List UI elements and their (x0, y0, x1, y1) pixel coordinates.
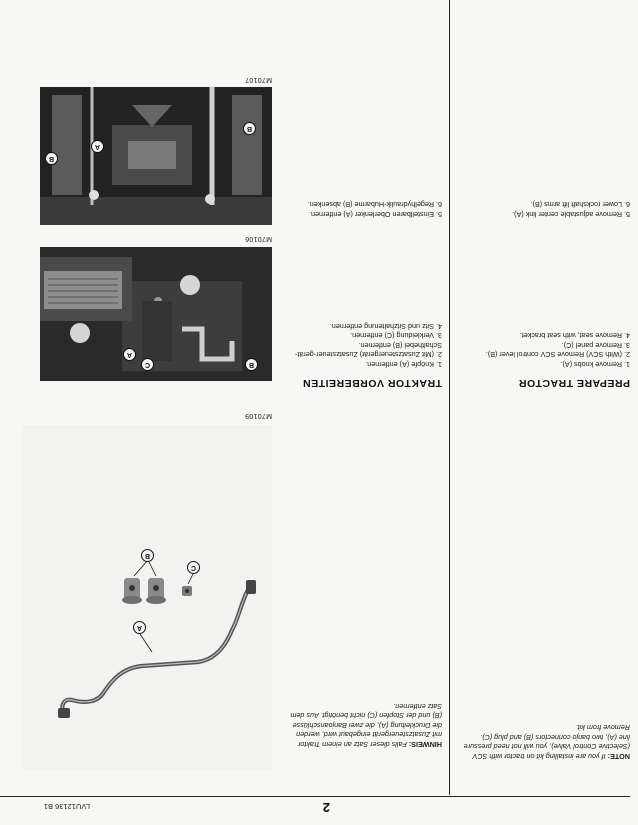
english-step-2: 2. (With SCV) Remove SCV control lever (B). (485, 350, 630, 360)
rockshaft-photo (40, 87, 272, 225)
german-step-5: 5. Einstellbaren Oberlenker (A) entfernen. (308, 210, 442, 219)
callout-c: C (187, 561, 200, 574)
english-step-6: 6. Lower rockshaft lift arms (B). (530, 200, 630, 210)
english-step-3: 3. Remove panel (C). (561, 340, 630, 350)
english-note (454, 723, 630, 761)
german-steps-a (282, 321, 442, 369)
tube-fitting-end (246, 580, 256, 594)
german-heading: TRAKTOR VORBEREITEN (302, 377, 442, 389)
knob (70, 323, 90, 343)
german-note-text: Falls dieser Satz an einem Traktor mit Zusatzsteuergerät eingebaut wird, werden die Druckleitung (A), die zwei Banjoanschlüsse (B) und der Stopfen (C) nicht benötigt. Aus dem Satz entfernen. (290, 701, 442, 749)
figure-2-caption: M70106 (244, 235, 272, 242)
callout-b: B (245, 358, 258, 371)
pressure-line-tube (62, 590, 248, 712)
english-heading: PREPARE TRACTOR (518, 377, 630, 389)
callout-b: B (141, 549, 154, 562)
figure-3-caption: M70107 (244, 76, 272, 83)
tube-fitting-end (58, 708, 70, 718)
figure-tractor-panel (40, 247, 272, 381)
callout-a: A (123, 348, 136, 361)
parts-kit-illustration (22, 425, 272, 770)
german-step-3: 3. Verkleidung (C) entfernen. (350, 331, 442, 341)
banjo-connector (146, 578, 166, 604)
german-steps-b (282, 200, 442, 219)
english-step-1: 1. Remove knobs (A). (560, 360, 630, 369)
lift-arm (52, 95, 82, 195)
callout-b: B (243, 122, 256, 135)
english-note-label: NOTE: (607, 752, 630, 761)
figure-1-caption: M70109 (244, 412, 272, 419)
tractor-panel-photo (40, 247, 272, 381)
knob (180, 275, 200, 295)
german-step-4: 4. Sitz und Sitzhalterung entfernen. (329, 321, 442, 331)
figure-parts-kit (22, 425, 272, 770)
callout-a: A (133, 621, 146, 634)
english-step-5: 5. Remove adjustable center link (A). (512, 210, 630, 219)
german-step-6: 6. Regelhydraulik-Hubarme (B) absenken. (307, 200, 442, 210)
german-note-label: HINWEIS: (408, 740, 442, 749)
lift-arm (232, 95, 262, 195)
document-number: LVU12136 B1 (43, 802, 90, 811)
figure-rockshaft (40, 87, 272, 225)
german-step-2: 2. (Mit Zusatzsteuergerät) Zusatzsteuer-gerät-Schalthebel (B) entfernen. (295, 340, 442, 360)
column-divider (449, 0, 450, 795)
header-rule (0, 796, 630, 797)
german-note (288, 701, 442, 749)
english-note-text: If you are installing kit on tractor with SCV (Selective Control Valve), you will not need pressure line (A), two banjo connectors (B) and plug (C). Remove from kit. (463, 723, 630, 761)
page-number: 2 (322, 800, 330, 815)
callout-a: A (91, 140, 104, 153)
english-steps-b (452, 200, 630, 219)
plug (182, 586, 192, 596)
english-step-4: 4. Remove seat, with seat bracket. (519, 331, 630, 341)
german-step-1: 1. Knöpfe (A) entfernen. (365, 360, 442, 369)
callout-b: B (45, 152, 58, 165)
english-steps-a (452, 331, 630, 369)
callout-c: C (141, 358, 154, 371)
banjo-connector (122, 578, 142, 604)
